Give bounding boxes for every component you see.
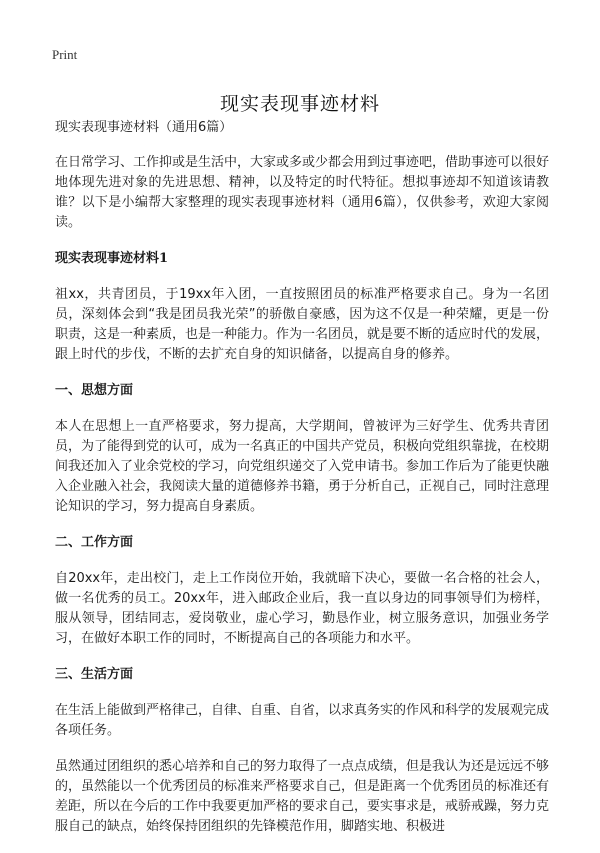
intro-paragraph: 在日常学习、工作抑或是生活中，大家或多或少都会用到过事迹吧，借助事迹可以很好地体现先进对象的先进思想、精神，以及特定的时代特征。想拟事迹却不知道该请教谁？以下是小编帮大家整理的现实表现事迹材料（通用6篇），仅供参考，欢迎大家阅读。 xyxy=(55,155,550,230)
section-1-paragraph: 祖xx，共青团员，于19xx年入团，一直按照团员的标准严格要求自己。身为一名团员，深刻体会到“我是团员我光荣”的骄傲自豪感，因为这不仅是一种荣耀，更是一份职责，这是一种素质，也是一种能力。作为一名团员，就是要不断的适应时代的发展，跟上时代的步伐，不断的去扩充自身的知识储备，以提高自身的修养。 xyxy=(55,287,550,362)
section-heading-1: 现实表现事迹材料1 xyxy=(55,251,169,266)
work-paragraph: 自20xx年，走出校门，走上工作岗位开始，我就暗下决心，要做一名合格的社会人，做一名优秀的员工。20xx年，进入邮政企业后，我一直以身边的同事领导们为榜样，服从领导，团结同志，爱岗敬业，虚心学习，勤恳作业，树立服务意识，加强业务学习，在做好本职工作的同时，不断提高自己的各项能力和水平。 xyxy=(55,571,549,646)
document-subtitle: 现实表现事迹材料（通用6篇） xyxy=(55,120,233,135)
print-link[interactable]: Print xyxy=(52,47,78,62)
thought-paragraph: 本人在思想上一直严格要求，努力提高，大学期间，曾被评为三好学生、优秀共青团员，为了能得到党的认可，成为一名真正的中国共产党员，积极向党组织靠拢，在校期间我还加入了业余党校的学习，向党组织递交了入党申请书。参加工作后为了能更快融入企业融入社会，我阅读大量的道德修养书籍，勇于分析自己，正视自己，同时注意理论知识的学习，努力提高自身素质。 xyxy=(55,419,550,514)
heading-thought: 一、思想方面 xyxy=(55,383,134,398)
life-paragraph: 在生活上能做到严格律己，自律、自重、自省，以求真务实的作风和科学的发展观完成各项任务。 xyxy=(55,703,550,738)
closing-paragraph: 虽然通过团组织的悉心培养和自己的努力取得了一点点成绩，但是我认为还是远远不够的，虽然能以一个优秀团员的标准来严格要求自己，但是距离一个优秀团员的标准还有差距，所以在今后的工作中我要更加严格的要求自己，要实事求是，戒骄戒躁，努力克服自己的缺点，始终保持团组织的先锋模范作用，脚踏实地、积极进 xyxy=(55,759,550,834)
document-body xyxy=(55,118,549,853)
heading-life: 三、生活方面 xyxy=(55,667,134,682)
document-title: 现实表现事迹材料 xyxy=(219,92,380,115)
heading-work: 二、工作方面 xyxy=(55,535,134,550)
